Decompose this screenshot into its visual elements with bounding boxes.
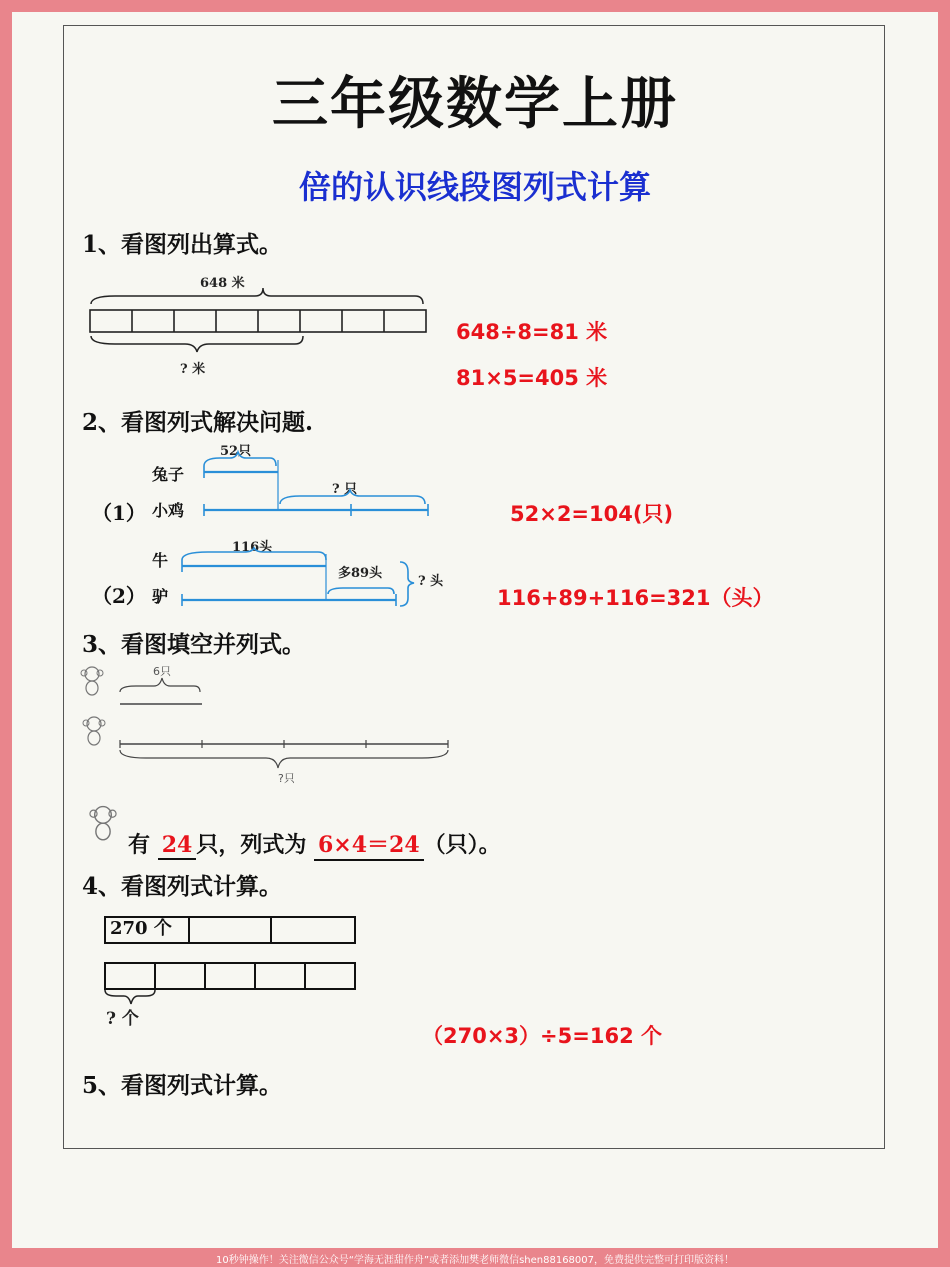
q1-top-label: 648 米 — [200, 276, 245, 291]
q1-bottom-label: ? 米 — [180, 362, 206, 377]
q5-heading: 5、看图列式计算。 — [82, 1072, 283, 1099]
q2-2-number: （2） — [92, 584, 146, 608]
q4-box-label: 270 个 — [106, 918, 190, 942]
monkey-icon — [86, 803, 120, 841]
q2-2-label-cow: 牛 — [152, 551, 169, 570]
q4-q-label: ? 个 — [106, 1009, 139, 1029]
q4-top-bar — [104, 916, 356, 944]
page-title: 三年级数学上册 — [272, 71, 678, 137]
q4-bottom-bar — [104, 962, 356, 990]
q1-segment-diagram — [85, 288, 435, 358]
q1-answer-1: 648÷8=81 米 — [456, 320, 608, 344]
q2-2-label-donkey: 驴 — [152, 587, 169, 606]
q4-answer: （270×3）÷5=162 个 — [422, 1024, 662, 1048]
q2-1-number: （1） — [92, 501, 146, 525]
q4-heading: 4、看图列式计算。 — [82, 873, 283, 900]
monkey-icon — [80, 714, 108, 746]
q3-blank-2: 6×4＝24 — [314, 828, 424, 861]
page-subtitle: 倍的认识线段图列式计算 — [298, 168, 651, 206]
q2-2-top-label: 116头 — [232, 540, 273, 555]
q2-heading: 2、看图列式解决问题. — [82, 409, 314, 436]
q2-1-top-label: 52只 — [220, 444, 252, 459]
q1-heading: 1、看图列出算式。 — [82, 231, 283, 258]
footer-note: 10秒钟操作！关注微信公众号“学海无涯甜作舟”或者添加樊老师微信shen88168007，免费提供完整可打印版资料！ — [215, 1255, 735, 1266]
q3-segment-diagram — [116, 676, 456, 772]
q2-1-q-label: ? 只 — [332, 482, 358, 497]
q3-blank-1: 24 — [158, 832, 197, 860]
q2-1-label-chick: 小鸡 — [152, 501, 185, 520]
q3-heading: 3、看图填空并列式。 — [82, 631, 306, 658]
q2-2-answer: 116+89+116=321（头） — [497, 586, 774, 610]
q2-1-label-rabbit: 兔子 — [152, 465, 185, 484]
q2-2-q-label: ? 头 — [418, 574, 444, 589]
monkey-icon — [78, 664, 106, 696]
q2-1-answer: 52×2=104(只) — [510, 502, 674, 526]
q3-sentence: 有 24 只，列式为 6×4＝24 （只）。 — [128, 828, 501, 861]
q2-1-segment-diagram — [200, 452, 440, 517]
q3-top-label: 6只 — [153, 665, 171, 678]
q1-answer-2: 81×5=405 米 — [456, 366, 608, 390]
q2-2-more-label: 多89头 — [338, 566, 383, 581]
q2-2-segment-diagram — [178, 548, 418, 608]
q3-bottom-label: ?只 — [278, 772, 295, 785]
